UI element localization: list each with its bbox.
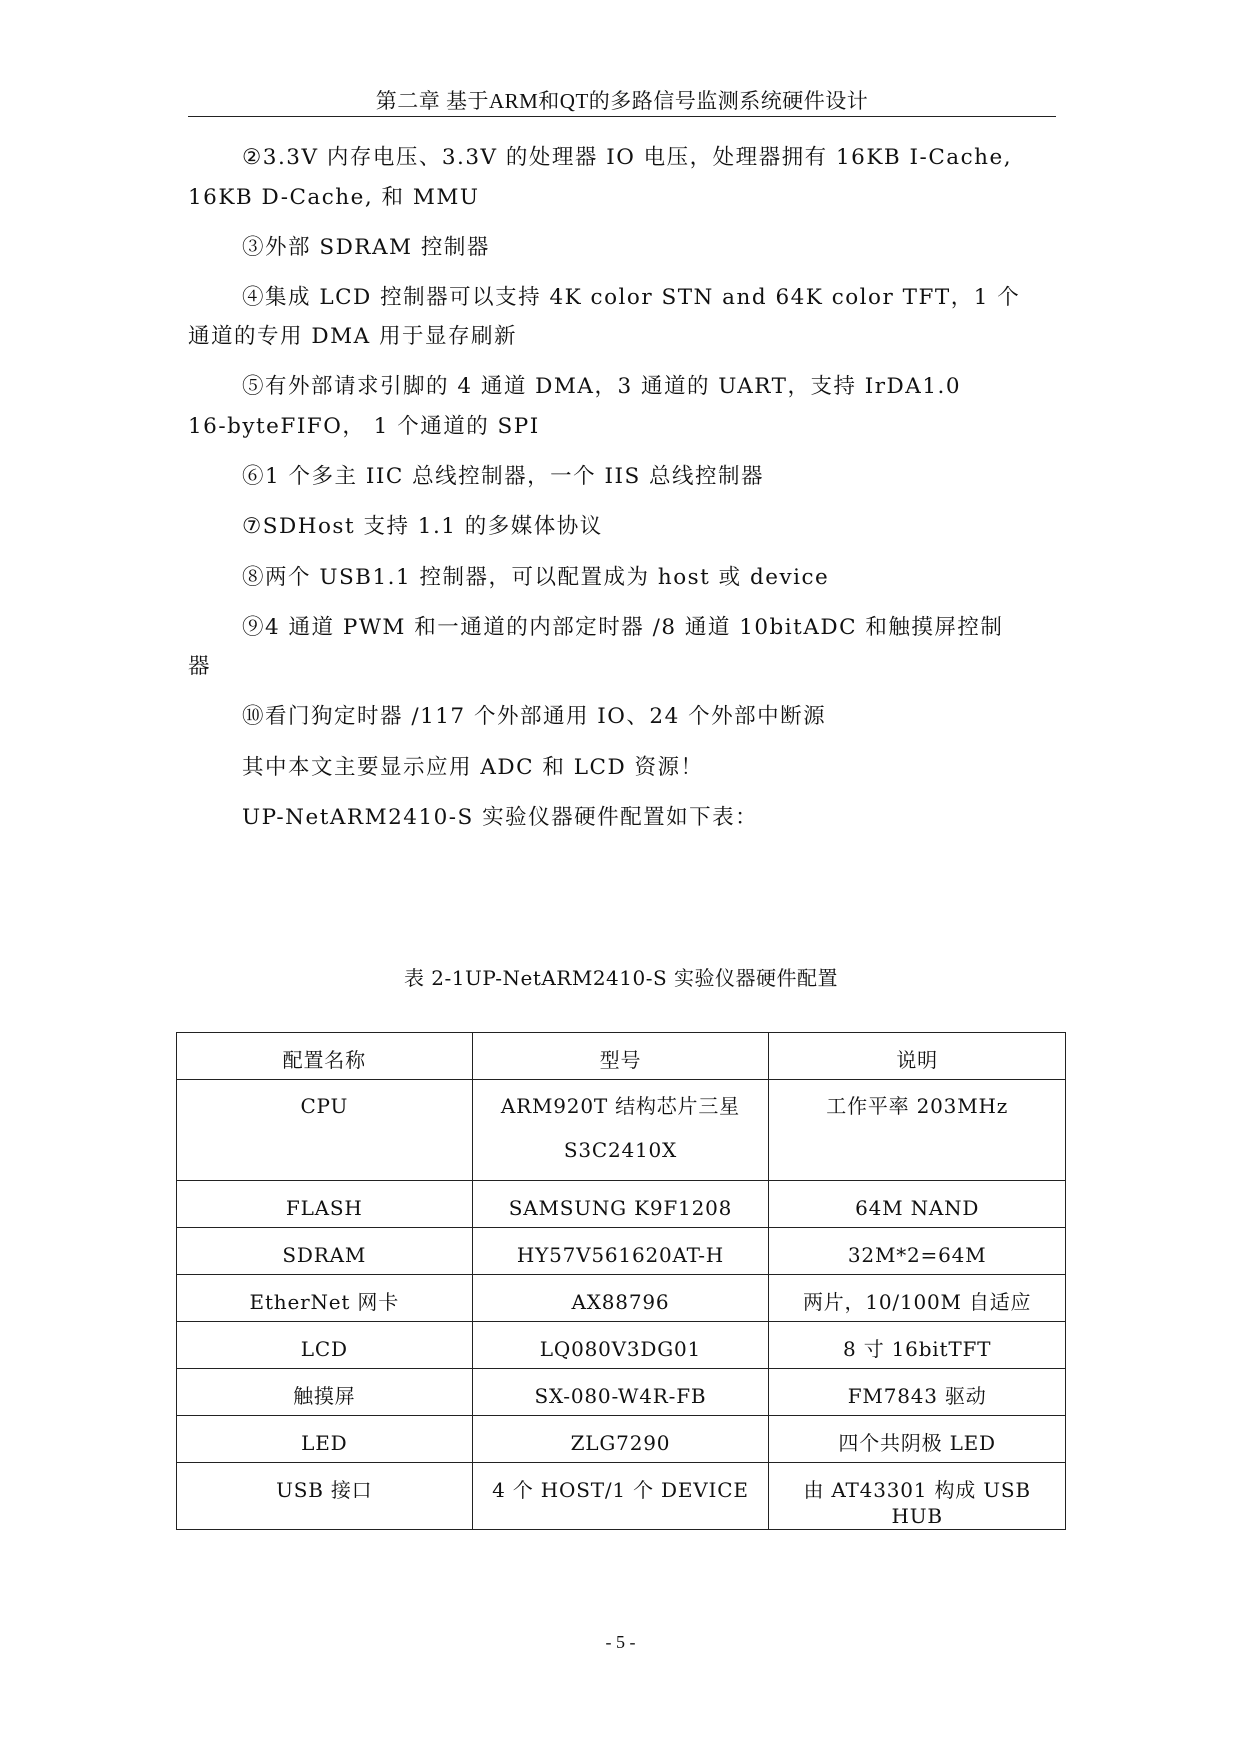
- table-cell-desc: 四个共阴极 LED: [769, 1416, 1066, 1463]
- table-cell-name: EtherNet 网卡: [177, 1275, 473, 1322]
- table-row: [177, 1369, 1066, 1416]
- paragraph-lcd-controller-line1: ④集成 LCD 控制器可以支持 4K color STN and 64K color TFT，1 个: [242, 285, 1021, 310]
- table-row: [177, 1228, 1066, 1275]
- table-cell-name: 触摸屏: [177, 1369, 473, 1416]
- table-header-cell: 说明: [769, 1033, 1066, 1080]
- table-cell-model-line2: S3C2410X: [563, 1138, 678, 1162]
- table-cell-model: 4 个 HOST/1 个 DEVICE: [472, 1463, 769, 1530]
- table-cell-desc: 由 AT43301 构成 USB HUB: [769, 1463, 1066, 1530]
- paragraph-dma-uart-line1: ⑤有外部请求引脚的 4 通道 DMA，3 通道的 UART，支持 IrDA1.0: [242, 374, 962, 399]
- running-header: 第二章 基于ARM和QT的多路信号监测系统硬件设计: [375, 89, 869, 113]
- table-row: [177, 1416, 1066, 1463]
- table-header-cell: 型号: [472, 1033, 769, 1080]
- table-cell-model-line1: ARM920T 结构芯片三星: [500, 1094, 740, 1118]
- table-cell-desc: 工作平率 203MHz: [769, 1080, 1066, 1181]
- paragraph-usb-controllers: ⑧两个 USB1.1 控制器，可以配置成为 host 或 device: [242, 565, 830, 590]
- table-cell-name: LED: [177, 1416, 473, 1463]
- table-caption: 表 2-1UP-NetARM2410-S 实验仪器硬件配置: [403, 966, 839, 990]
- table-cell-name: LCD: [177, 1322, 473, 1369]
- paragraph-sdram-controller: ③外部 SDRAM 控制器: [242, 235, 490, 260]
- table-cell-model: ZLG7290: [472, 1416, 769, 1463]
- table-row: [177, 1463, 1066, 1530]
- table-row: [177, 1181, 1066, 1228]
- table-cell-model: HY57V561620AT-H: [472, 1228, 769, 1275]
- header-rule: [188, 116, 1056, 117]
- paragraph-pwm-adc-line2: 器: [188, 654, 212, 679]
- table-cell-desc: 32M*2=64M: [769, 1228, 1066, 1275]
- paragraph-sdhost: ⑦SDHost 支持 1.1 的多媒体协议: [242, 514, 603, 539]
- table-cell-model: SAMSUNG K9F1208: [472, 1181, 769, 1228]
- paragraph-dma-uart-line2: 16-byteFIFO， 1 个通道的 SPI: [188, 414, 540, 439]
- table-row: [177, 1080, 1066, 1181]
- table-row: [177, 1322, 1066, 1369]
- paragraph-pwm-adc-line1: ⑨4 通道 PWM 和一通道的内部定时器 /8 通道 10bitADC 和触摸屏控制: [242, 615, 1004, 640]
- hardware-config-table: [176, 1032, 1066, 1530]
- table-row: [177, 1275, 1066, 1322]
- table-cell-model: [472, 1080, 769, 1181]
- table-header-row: [177, 1033, 1066, 1080]
- page-number: - 5 -: [605, 1632, 636, 1652]
- paragraph-lcd-controller-line2: 通道的专用 DMA 用于显存刷新: [188, 324, 517, 349]
- table-cell-model: SX-080-W4R-FB: [472, 1369, 769, 1416]
- paragraph-adc-lcd-usage: 其中本文主要显示应用 ADC 和 LCD 资源！: [242, 755, 704, 780]
- table-cell-desc: FM7843 驱动: [769, 1369, 1066, 1416]
- table-cell-name: FLASH: [177, 1181, 473, 1228]
- table-cell-desc: 64M NAND: [769, 1181, 1066, 1228]
- table-cell-desc: 8 寸 16bitTFT: [769, 1322, 1066, 1369]
- paragraph-cache-line1: ②3.3V 内存电压、3.3V 的处理器 IO 电压，处理器拥有 16KB I-Cache,: [242, 145, 1013, 170]
- paragraph-cache-line2: 16KB D-Cache, 和 MMU: [188, 185, 480, 210]
- table-cell-name: USB 接口: [177, 1463, 473, 1530]
- paragraph-table-intro: UP-NetARM2410-S 实验仪器硬件配置如下表：: [242, 805, 759, 830]
- table-cell-name: CPU: [177, 1080, 473, 1181]
- table-header-cell: 配置名称: [177, 1033, 473, 1080]
- table-cell-name: SDRAM: [177, 1228, 473, 1275]
- table-cell-desc: 两片，10/100M 自适应: [769, 1275, 1066, 1322]
- paragraph-watchdog: ⑩看门狗定时器 /117 个外部通用 IO、24 个外部中断源: [242, 704, 827, 729]
- table-cell-model: AX88796: [472, 1275, 769, 1322]
- paragraph-iic-iis: ⑥1 个多主 IIC 总线控制器，一个 IIS 总线控制器: [242, 464, 765, 489]
- table-cell-model: LQ080V3DG01: [472, 1322, 769, 1369]
